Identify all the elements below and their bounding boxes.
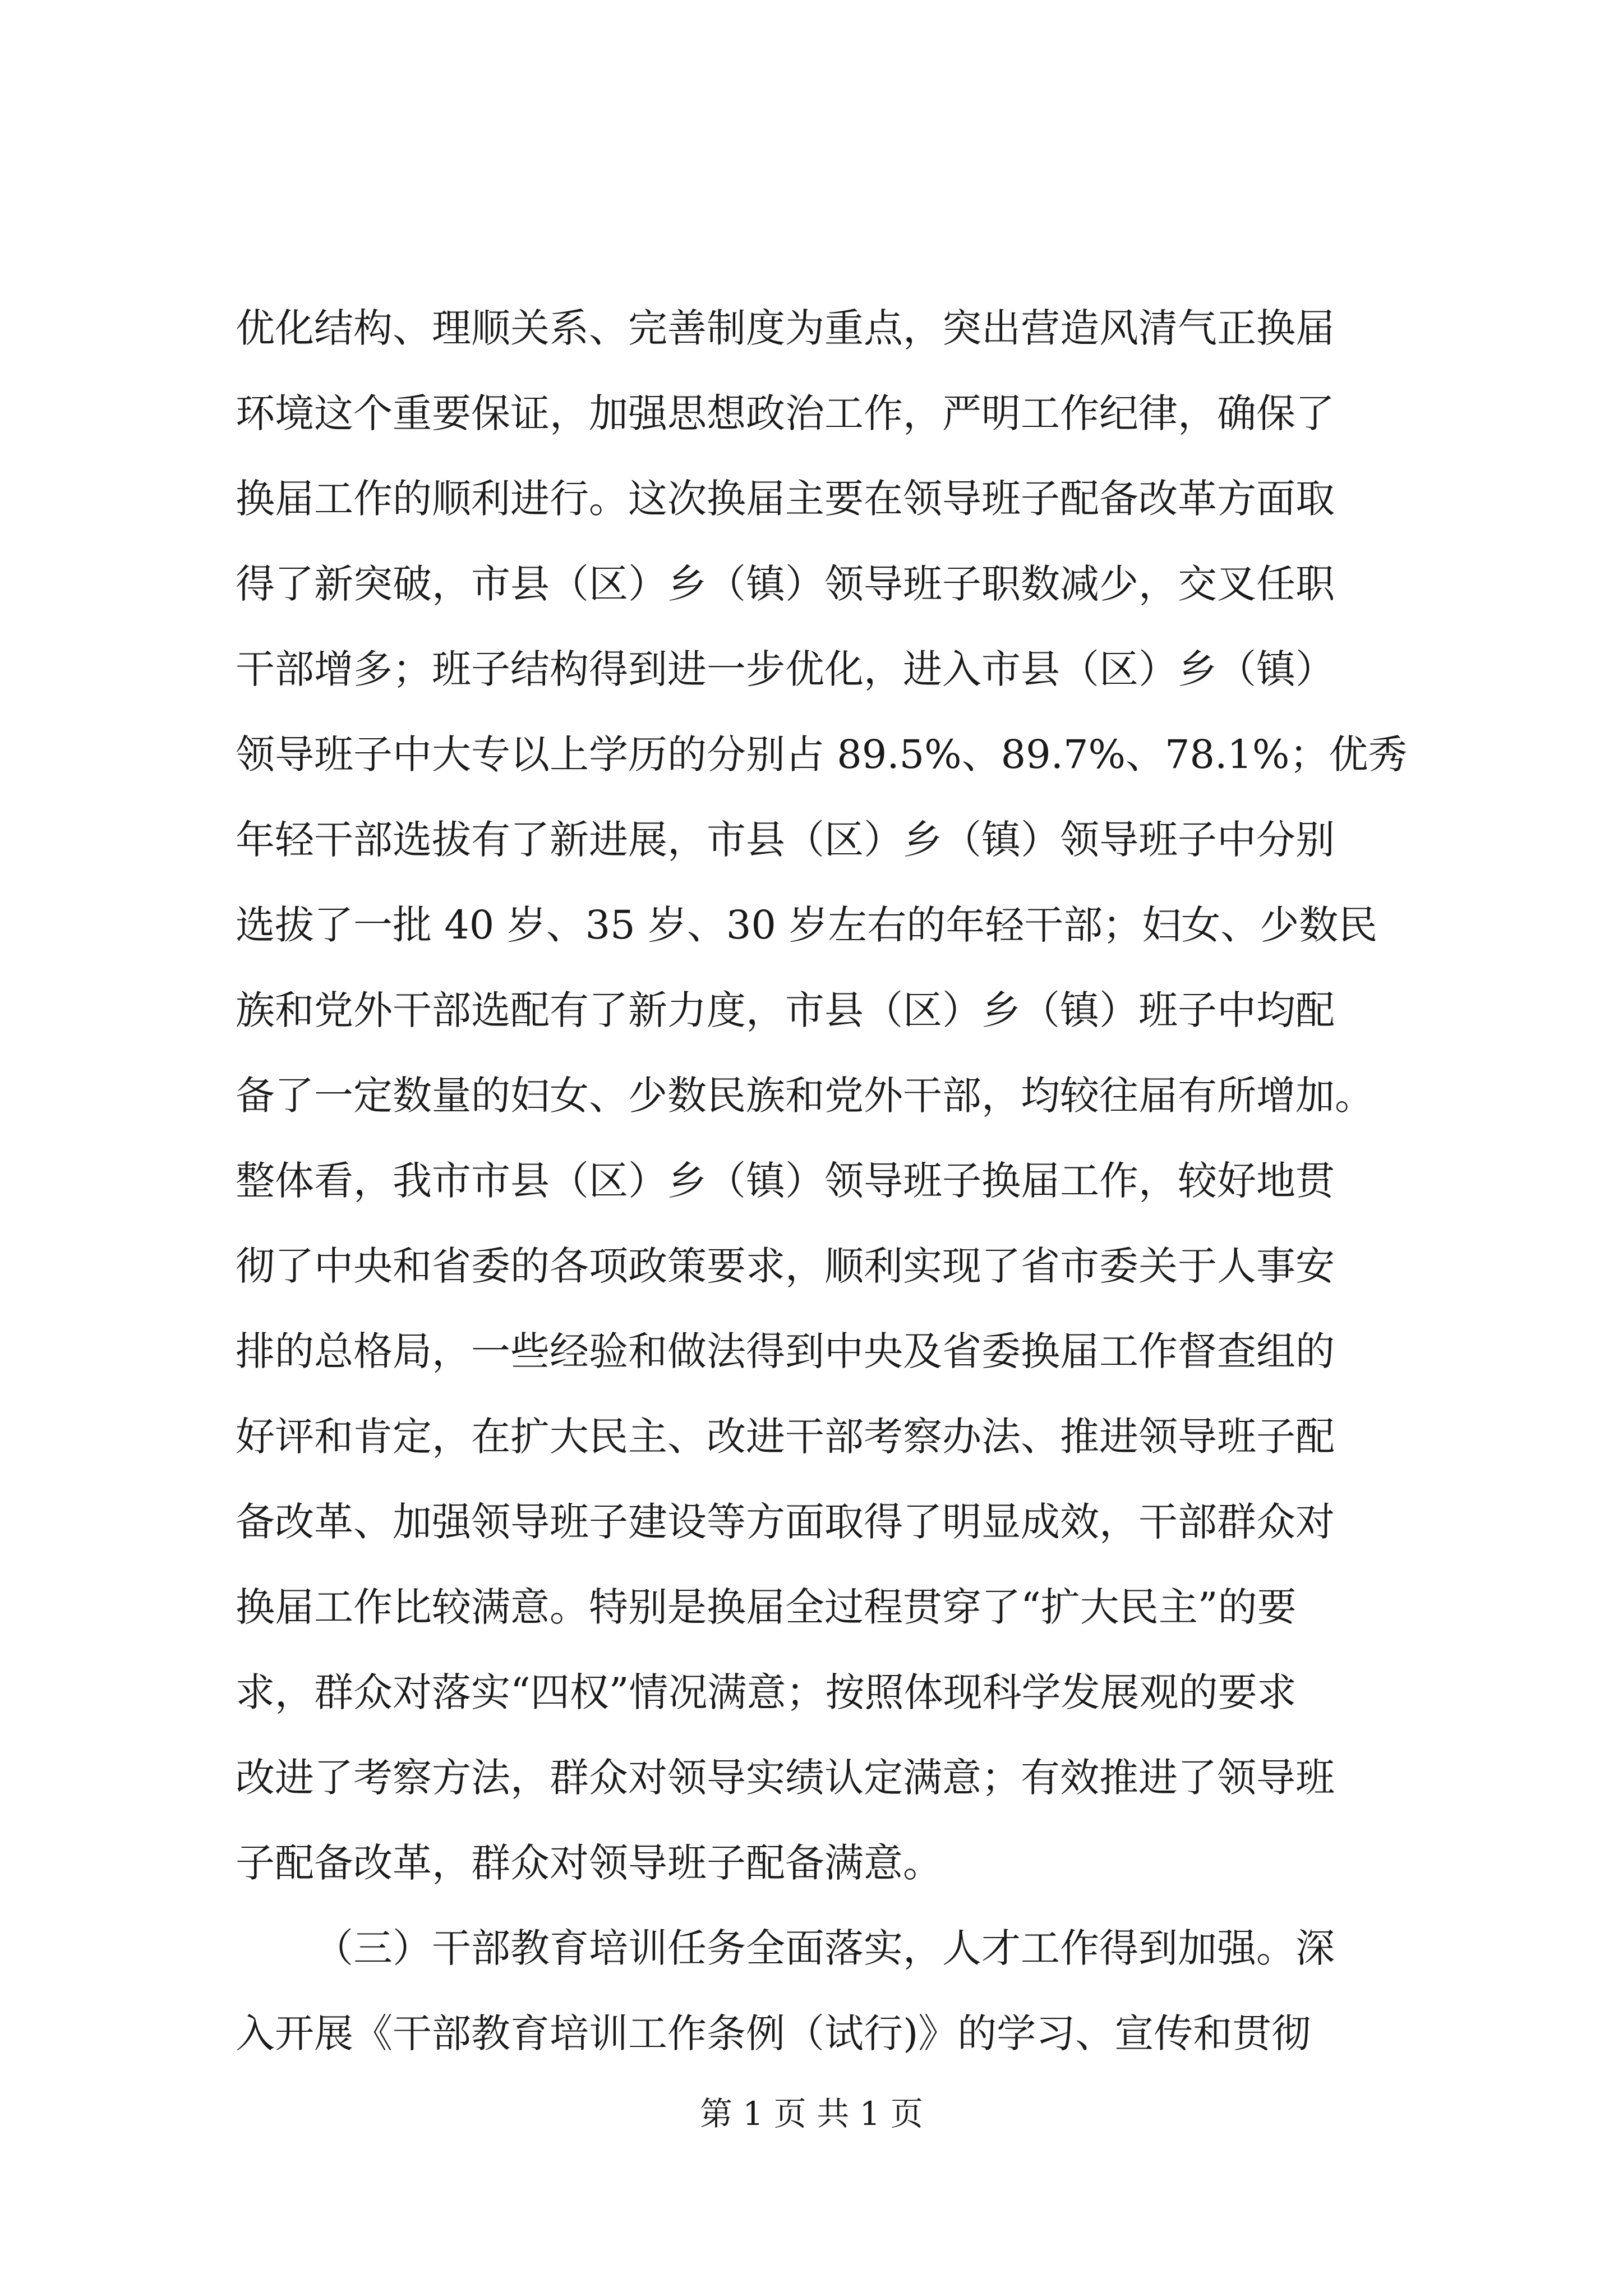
body-line-7: 年轻干部选拔有了新进展，市县（区）乡（镇）领导班子中分别 (236, 817, 1335, 863)
body-line-9: 族和党外干部选配有了新力度，市县（区）乡（镇）班子中均配 (236, 987, 1335, 1033)
body-line-18: 改进了考察方法，群众对领导实绩认定满意；有效推进了领导班 (236, 1755, 1335, 1801)
body-line-11: 整体看，我市市县（区）乡（镇）领导班子换届工作，较好地贯 (236, 1158, 1335, 1204)
body-line-21: 入开展《干部教育培训工作条例（试行)》的学习、宣传和贯彻 (236, 2010, 1311, 2056)
page-footer: 第 1 页 共 1 页 (700, 2095, 923, 2133)
body-line-15: 备改革、加强领导班子建设等方面取得了明显成效，干部群众对 (236, 1499, 1335, 1545)
body-line-3: 换届工作的顺利进行。这次换届主要在领导班子配备改革方面取 (236, 476, 1335, 522)
body-line-17: 求，群众对落实“四权”情况满意；按照体现科学发展观的要求 (236, 1669, 1297, 1715)
body-line-2: 环境这个重要保证，加强思想政治工作，严明工作纪律，确保了 (236, 390, 1335, 436)
body-line-13: 排的总格局，一些经验和做法得到中央及省委换届工作督查组的 (236, 1328, 1335, 1374)
body-line-1: 优化结构、理顺关系、完善制度为重点，突出营造风清气正换届 (236, 305, 1335, 351)
body-line-16: 换届工作比较满意。特别是换届全过程贯穿了“扩大民主”的要 (236, 1584, 1297, 1630)
body-line-10: 备了一定数量的妇女、少数民族和党外干部，均较往届有所增加。 (236, 1073, 1374, 1119)
body-line-6: 领导班子中大专以上学历的分别占 89.5%、89.7%、78.1%；优秀 (236, 731, 1408, 777)
body-line-8: 选拔了一批 40 岁、35 岁、30 岁左右的年轻干部；妇女、少数民 (236, 902, 1378, 948)
body-line-5: 干部增多；班子结构得到进一步优化，进入市县（区）乡（镇） (236, 646, 1335, 692)
body-line-19: 子配备改革，群众对领导班子配备满意。 (236, 1840, 942, 1886)
section-heading-line: （三）干部教育培训任务全面落实，人才工作得到加强。深 (314, 1925, 1335, 1971)
body-line-12: 彻了中央和省委的各项政策要求，顺利实现了省市委关于人事安 (236, 1243, 1335, 1289)
body-line-14: 好评和肯定，在扩大民主、改进干部考察办法、推进领导班子配 (236, 1414, 1335, 1460)
body-line-4: 得了新突破，市县（区）乡（镇）领导班子职数减少，交叉任职 (236, 561, 1335, 607)
